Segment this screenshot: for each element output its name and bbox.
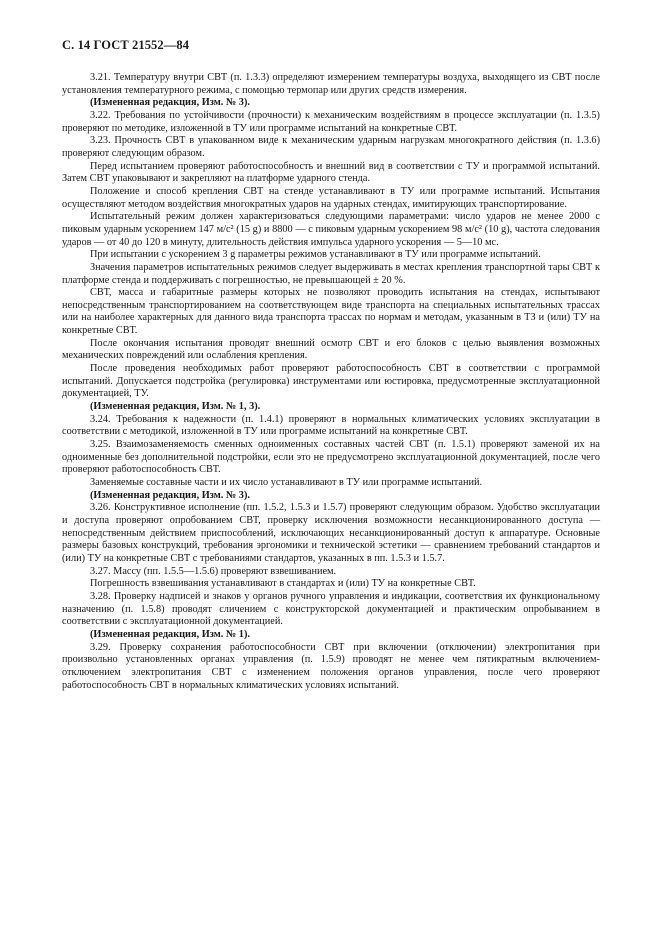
paragraph-3-28: 3.28. Проверку надписей и знаков у органов ручного управления и индикации, соответствия их функциональному назначению (п. 1.5.8) проводят сличением с конструкторской документацией и практическим опробыванием в соответствии с эксплуатационной документацией. [62,590,600,628]
paragraph-3-25: 3.25. Взаимозаменяемость сменных одноименных составных частей СВТ (п. 1.5.1) проверяют заменой их на одноименные без дополнительной подстройки, если это не предусмотрено эксплуатационной документацией, после чего проверяют работоспособность СВТ. [62,439,600,476]
paragraph-3-27: 3.27. Массу (пп. 1.5.5—1.5.6) проверяют взвешиванием. [90,565,337,577]
document-body [62,72,600,692]
paragraph: После проведения необходимых работ проверяют работоспособность СВТ в соответствии с программой испытаний. Допускается подстройка (регулировка) инструментами или юстировка, предусмотренные эксплуатационной документацией, ТУ. [62,363,600,400]
amendment-note: (Измененная редакция, Изм. № 1). [90,628,250,640]
paragraph: При испытании с ускорением 3 g параметры режимов устанавливают в ТУ или программе испытаний. [90,249,541,261]
paragraph: СВТ, масса и габаритные размеры которых не позволяют проводить испытания на стендах, испытывают непосредственным транспортированием на соответствующем виде транспорта на специальных испытательных трассах или на наиболее характерных для данного вида транспорта трассах по нормам и методам, указанным в ТЗ и (или) ТУ на конкретные СВТ. [62,287,600,337]
paragraph-3-21: 3.21. Температуру внутри СВТ (п. 1.3.3) определяют измерением температуры воздуха, выходящего из СВТ после установления температурного режима, с помощью термопар или других средств измерения. [62,72,600,96]
paragraph: Значения параметров испытательных режимов следует выдерживать в местах крепления транспортной тары СВТ к платформе стенда и поддерживать с погрешностью, не превышающей ± 20 %. [62,261,600,286]
paragraph: Погрешность взвешивания устанавливают в стандартах и (или) ТУ на конкретные СВТ. [90,578,476,590]
paragraph: Испытательный режим должен характеризоваться следующими параметрами: число ударов не менее 2000 с пиковым ударным ускорением 147 м/с² (15 g) и 8800 — с пиковым ударным ускорением 98 м/с² (10 g), частота следования ударов — от 40 до 120 в минуту, длительность действия импульса ударного ускорения — 5—10 мс. [62,211,600,248]
paragraph-3-24: 3.24. Требования к надежности (п. 1.4.1) проверяют в нормальных климатических условиях эксплуатации в соответствии с методикой, изложенной в ТУ или программе испытаний на конкретные СВТ. [62,413,600,438]
paragraph-3-26: 3.26. Конструктивное исполнение (пп. 1.5.2, 1.5.3 и 1.5.7) проверяют следующим образом. Удобство эксплуатации и доступа проверяют опробованием СВТ, проверку исключения возможности несанкционированного доступа — непосредственным действием приспособлений, исключающих несанкционированный доступ к аппаратуре. Основные размеры базовых конструкций, требования эргономики и технической эстетики — сравнением требований стандартов и (или) ТУ на конкретные СВТ с требованиями стандартов, указанных в пп. 1.5.3 и 1.5.7. [62,502,600,564]
paragraph: После окончания испытания проводят внешний осмотр СВТ и его блоков с целью выявления возможных механических повреждений или ослабления крепления. [62,337,600,362]
paragraph-3-29: 3.29. Проверку сохранения работоспособности СВТ при включении (отключении) электропитания при произвольно установленных органах управления (п. 1.5.9) проводят не менее чем пятикратным включением-отключением электропитания СВТ с изменением положения органов управления, после чего проверяют работоспособность СВТ в нормальных климатических условиях испытаний. [62,641,600,691]
paragraph-3-22: 3.22. Требования по устойчивости (прочности) к механическим воздействиям в процессе эксплуатации (п. 1.3.5) проверяют по методике, изложенной в ТУ или программе испытаний на конкретные СВТ. [62,109,600,134]
paragraph: Положение и способ крепления СВТ на стенде устанавливают в ТУ или программе испытаний. Испытания осуществляют методом воздействия многократных ударов на ударных стендах, имитирующих транспортирование. [62,185,600,210]
paragraph: Перед испытанием проверяют работоспособность и внешний вид в соответствии с ТУ и программой испытаний. Затем СВТ упаковывают и закрепляют на платформе ударного стенда. [62,160,600,185]
page-header: С. 14 ГОСТ 21552—84 [62,38,190,52]
amendment-note: (Измененная редакция, Изм. № 3). [90,97,250,109]
paragraph-3-23: 3.23. Прочность СВТ в упакованном виде к механическим ударным нагрузкам многократного действия (п. 1.3.6) проверяют следующим образом. [62,135,600,159]
paragraph: Заменяемые составные части и их число устанавливают в ТУ или программе испытаний. [90,477,483,488]
amendment-note: (Измененная редакция, Изм. № 3). [90,489,250,501]
amendment-note: (Измененная редакция, Изм. № 1, 3). [90,401,261,413]
